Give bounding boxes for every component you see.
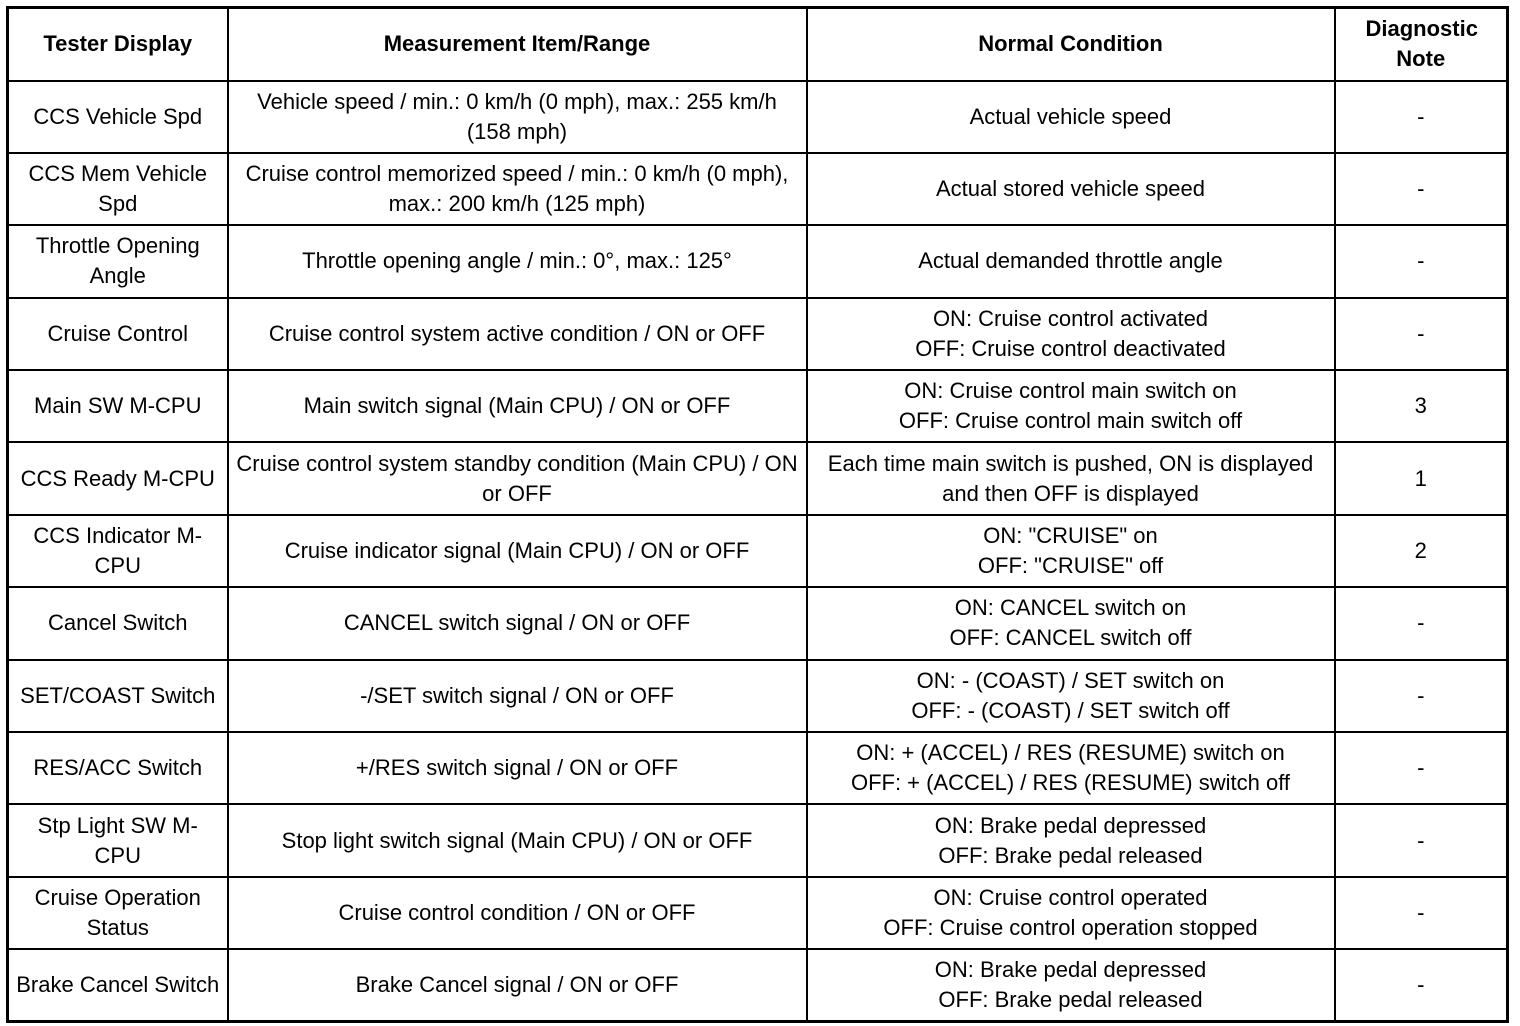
- cell-normal-condition: [807, 442, 1335, 514]
- normal-condition-line: ON: "CRUISE" on: [983, 523, 1158, 549]
- normal-condition-line: Each time main switch is pushed, ON is displayed and then OFF is displayed: [827, 450, 1314, 506]
- table-row: [8, 804, 1508, 876]
- table-header: [8, 8, 1508, 81]
- cell-normal-condition: [807, 370, 1335, 442]
- cell-tester-display: CCS Ready M-CPU: [8, 442, 228, 514]
- normal-condition-line: OFF: Cruise control deactivated: [915, 335, 1226, 361]
- cell-measurement-item: Main switch signal (Main CPU) / ON or OFF: [228, 370, 807, 442]
- cell-measurement-item: Cruise control system active condition / ON or OFF: [228, 298, 807, 370]
- cell-normal-condition: [807, 804, 1335, 876]
- cell-tester-display: Stp Light SW M-CPU: [8, 804, 228, 876]
- cell-measurement-item: Cruise control condition / ON or OFF: [228, 877, 807, 949]
- header-tester-display: Tester Display: [8, 8, 228, 81]
- normal-condition-line: OFF: Cruise control main switch off: [898, 408, 1243, 434]
- table-row: [8, 732, 1508, 804]
- cell-measurement-item: Cruise indicator signal (Main CPU) / ON or OFF: [228, 515, 807, 587]
- header-diagnostic-note-text: Diagnostic Note: [1365, 16, 1478, 72]
- cell-diagnostic-note: -: [1335, 153, 1508, 225]
- cell-diagnostic-note: 2: [1335, 515, 1508, 587]
- cell-tester-display: CCS Mem Vehicle Spd: [8, 153, 228, 225]
- cell-tester-display: Cruise Control: [8, 298, 228, 370]
- cell-measurement-item: Throttle opening angle / min.: 0°, max.: 125°: [228, 225, 807, 297]
- normal-condition-line: ON: Brake pedal depressed: [934, 812, 1207, 838]
- cell-tester-display: Cruise Operation Status: [8, 877, 228, 949]
- header-normal-condition: Normal Condition: [807, 8, 1335, 81]
- table-row: [8, 587, 1508, 659]
- normal-condition-line: Actual demanded throttle angle: [918, 248, 1223, 274]
- cell-measurement-item: +/RES switch signal / ON or OFF: [228, 732, 807, 804]
- cell-normal-condition: [807, 732, 1335, 804]
- table-row: [8, 298, 1508, 370]
- table-row: [8, 153, 1508, 225]
- normal-condition-line: ON: Cruise control activated: [932, 305, 1209, 331]
- cell-measurement-item: CANCEL switch signal / ON or OFF: [228, 587, 807, 659]
- cell-tester-display: CCS Indicator M-CPU: [8, 515, 228, 587]
- cell-normal-condition: [807, 515, 1335, 587]
- cell-diagnostic-note: -: [1335, 660, 1508, 732]
- cell-measurement-item: Cruise control memorized speed / min.: 0 km/h (0 mph), max.: 200 km/h (125 mph): [228, 153, 807, 225]
- cell-diagnostic-note: -: [1335, 298, 1508, 370]
- table-row: [8, 660, 1508, 732]
- cell-diagnostic-note: -: [1335, 81, 1508, 153]
- table-row: [8, 370, 1508, 442]
- cell-measurement-item: Cruise control system standby condition (Main CPU) / ON or OFF: [228, 442, 807, 514]
- normal-condition-line: OFF: CANCEL switch off: [949, 625, 1192, 651]
- normal-condition-line: ON: Cruise control operated: [933, 884, 1208, 910]
- normal-condition-line: OFF: Brake pedal released: [938, 987, 1203, 1013]
- cell-normal-condition: [807, 298, 1335, 370]
- data-list-table: [6, 6, 1509, 1023]
- cell-diagnostic-note: -: [1335, 804, 1508, 876]
- table-row: [8, 515, 1508, 587]
- cell-tester-display: Brake Cancel Switch: [8, 949, 228, 1021]
- cell-normal-condition: [807, 587, 1335, 659]
- cell-measurement-item: -/SET switch signal / ON or OFF: [228, 660, 807, 732]
- header-row: [8, 8, 1508, 81]
- header-measurement-item: Measurement Item/Range: [228, 8, 807, 81]
- cell-normal-condition: [807, 153, 1335, 225]
- normal-condition-line: ON: CANCEL switch on: [954, 595, 1187, 621]
- table-row: [8, 877, 1508, 949]
- normal-condition-line: ON: - (COAST) / SET switch on: [916, 667, 1225, 693]
- table-row: [8, 81, 1508, 153]
- normal-condition-line: ON: + (ACCEL) / RES (RESUME) switch on: [856, 740, 1285, 766]
- normal-condition-line: OFF: "CRUISE" off: [977, 553, 1164, 579]
- normal-condition-line: ON: Brake pedal depressed: [934, 957, 1207, 983]
- cell-normal-condition: [807, 949, 1335, 1021]
- cell-measurement-item: Stop light switch signal (Main CPU) / ON or OFF: [228, 804, 807, 876]
- cell-tester-display: Cancel Switch: [8, 587, 228, 659]
- cell-diagnostic-note: 3: [1335, 370, 1508, 442]
- cell-diagnostic-note: -: [1335, 877, 1508, 949]
- normal-condition-line: OFF: + (ACCEL) / RES (RESUME) switch off: [850, 770, 1291, 796]
- cell-normal-condition: [807, 81, 1335, 153]
- header-diagnostic-note: [1335, 8, 1508, 81]
- normal-condition-line: OFF: - (COAST) / SET switch off: [911, 697, 1230, 723]
- cell-tester-display: Throttle Opening Angle: [8, 225, 228, 297]
- cell-measurement-item: Vehicle speed / min.: 0 km/h (0 mph), max.: 255 km/h (158 mph): [228, 81, 807, 153]
- cell-diagnostic-note: -: [1335, 732, 1508, 804]
- cell-tester-display: RES/ACC Switch: [8, 732, 228, 804]
- cell-normal-condition: [807, 660, 1335, 732]
- normal-condition-line: ON: Cruise control main switch on: [904, 378, 1237, 404]
- cell-normal-condition: [807, 877, 1335, 949]
- normal-condition-line: Actual vehicle speed: [969, 103, 1172, 129]
- cell-measurement-item: Brake Cancel signal / ON or OFF: [228, 949, 807, 1021]
- data-list-table-container: [6, 6, 1509, 1023]
- cell-tester-display: SET/COAST Switch: [8, 660, 228, 732]
- table-row: [8, 225, 1508, 297]
- cell-diagnostic-note: -: [1335, 225, 1508, 297]
- table-row: [8, 442, 1508, 514]
- normal-condition-line: OFF: Cruise control operation stopped: [883, 914, 1258, 940]
- cell-tester-display: Main SW M-CPU: [8, 370, 228, 442]
- table-row: [8, 949, 1508, 1021]
- cell-tester-display: CCS Vehicle Spd: [8, 81, 228, 153]
- normal-condition-line: Actual stored vehicle speed: [935, 176, 1206, 202]
- normal-condition-line: OFF: Brake pedal released: [938, 842, 1203, 868]
- cell-diagnostic-note: 1: [1335, 442, 1508, 514]
- cell-diagnostic-note: -: [1335, 949, 1508, 1021]
- cell-diagnostic-note: -: [1335, 587, 1508, 659]
- cell-normal-condition: [807, 225, 1335, 297]
- table-body: [8, 81, 1508, 1022]
